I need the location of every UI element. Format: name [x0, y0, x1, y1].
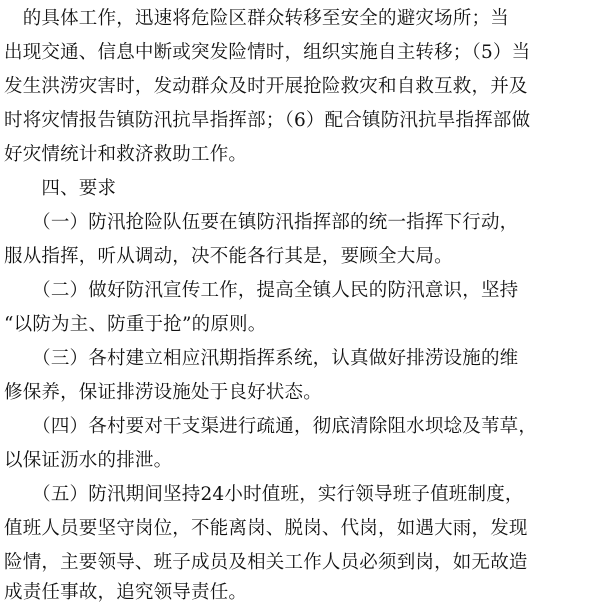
section-heading: 四、要求 — [4, 178, 117, 199]
text-line: 发生洪涝灾害时，发动群众及时开展抢险救灾和自救互救，并及 — [4, 76, 528, 97]
text-line: 以保证沥水的排泄。 — [4, 450, 173, 471]
text-line: 值班人员要坚守岗位，不能离岗、脱岗、代岗，如遇大雨，发现 — [4, 518, 528, 539]
text-line: 服从指挥，听从调动，决不能各行其是，要顾全大局。 — [4, 246, 453, 267]
text-line: （五）防汛期间坚持24小时值班，实行领导班子值班制度， — [4, 484, 524, 505]
text-line: 出现交通、信息中断或突发险情时，组织实施自主转移；（5）当 — [4, 42, 531, 63]
text-line: （二）做好防汛宣传工作，提高全镇人民的防汛意识，坚持 — [4, 280, 519, 301]
text-line: 成责任事故，追究领导责任。 — [4, 582, 248, 603]
text-line: （一）防汛抢险队伍要在镇防汛指挥部的统一指挥下行动， — [4, 212, 519, 233]
text-line: （四）各村要对干支渠进行疏通，彻底清除阻水坝埝及苇草， — [4, 416, 538, 437]
text-line: 时将灾情报告镇防汛抗旱指挥部；（6）配合镇防汛抗旱指挥部做 — [4, 110, 531, 131]
text-line: 好灾情统计和救济救助工作。 — [4, 144, 248, 165]
text-line: 修保养，保证排涝设施处于良好状态。 — [4, 382, 322, 403]
text-line: “以防为主、防重于抢”的原则。 — [4, 314, 267, 335]
text-line: 险情，主要领导、班子成员及相关工作人员必须到岗，如无故造 — [4, 552, 528, 573]
text-line: 的具体工作，迅速将危险区群众转移至安全的避灾场所；当 — [4, 8, 509, 29]
text-line: （三）各村建立相应汛期指挥系统，认真做好排涝设施的维 — [4, 348, 519, 369]
